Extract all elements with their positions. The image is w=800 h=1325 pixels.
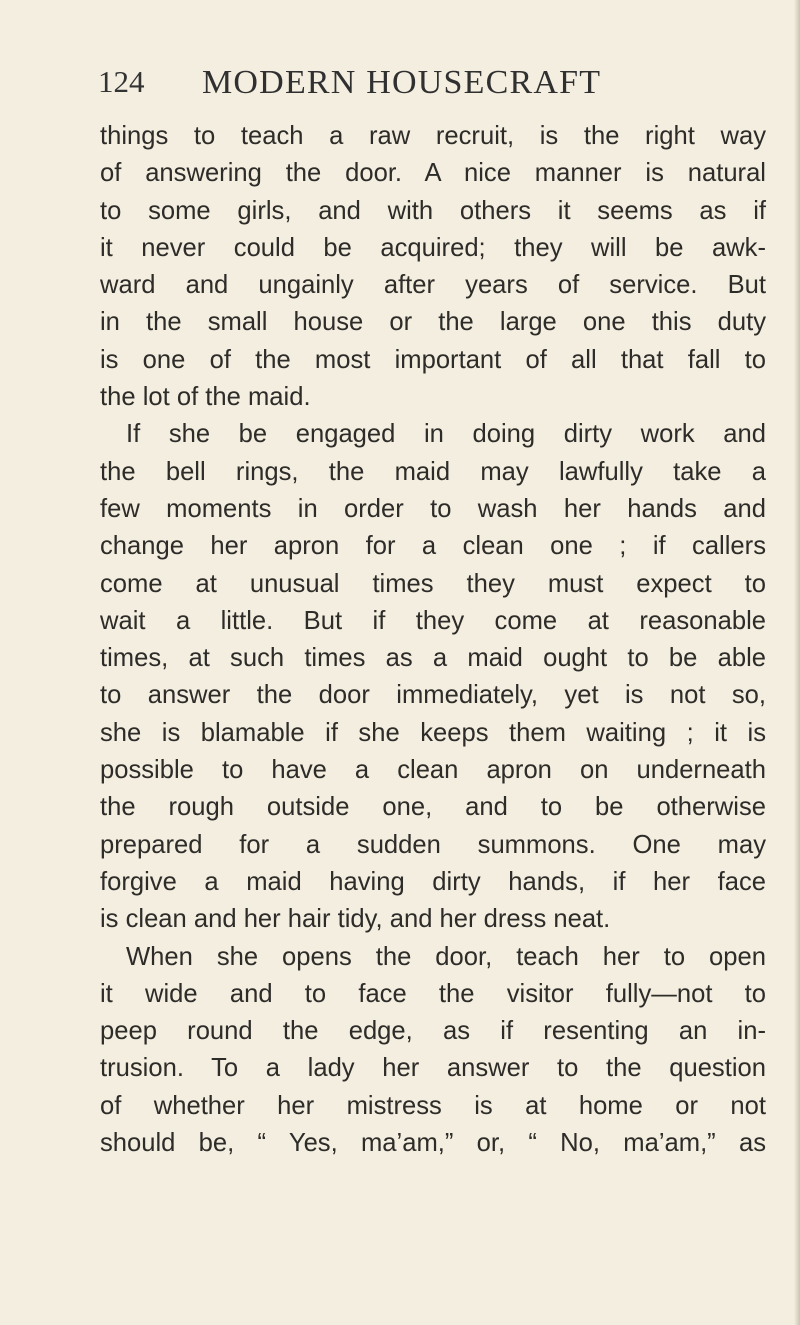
text-line: forgive a maid having dirty hands, if her face [100,867,766,896]
text-line: should be, “ Yes, ma’am,” or, “ No, ma’am,” as [100,1129,766,1158]
text-line: change her apron for a clean one ; if callers [100,532,766,561]
text-line: is clean and her hair tidy, and her dress neat. [100,905,611,934]
page-header [0,64,800,108]
text-line: peep round the edge, as if resenting an in- [100,1017,766,1046]
text-line: ward and ungainly after years of service. But [100,271,766,300]
text-line: come at unusual times they must expect to [100,569,766,598]
text-line: prepared for a sudden summons. One may [100,830,766,859]
text-line: the bell rings, the maid may lawfully take a [100,457,766,486]
text-line: things to teach a raw recruit, is the right way [100,122,766,150]
page-edge-shadow [794,0,800,1325]
text-line: the lot of the maid. [100,383,311,412]
text-line: of whether her mistress is at home or not [100,1091,766,1120]
running-head: MODERN HOUSECRAFT [202,64,602,101]
text-line: of answering the door. A nice manner is natural [100,159,766,188]
body-text [100,118,766,1162]
page-number: 124 [98,64,145,99]
text-line: it never could be acquired; they will be awk- [100,233,766,262]
text-line: few moments in order to wash her hands and [100,494,766,523]
text-line: it wide and to face the visitor fully—not to [100,979,766,1008]
text-line: in the small house or the large one this duty [100,308,766,337]
text-line: the rough outside one, and to be otherwise [100,793,766,822]
text-line: possible to have a clean apron on underneath [100,756,766,785]
text-line: wait a little. But if they come at reasonable [100,606,766,635]
text-line: When she opens the door, teach her to open [126,942,766,971]
text-line: trusion. To a lady her answer to the question [100,1054,766,1083]
text-line: If she be engaged in doing dirty work and [126,420,766,449]
text-line: is one of the most important of all that fall to [100,345,766,374]
text-line: times, at such times as a maid ought to be able [100,644,766,673]
text-line: to answer the door immediately, yet is not so, [100,681,766,710]
text-line: she is blamable if she keeps them waiting ; it is [100,718,766,747]
text-line: to some girls, and with others it seems as if [100,196,766,225]
